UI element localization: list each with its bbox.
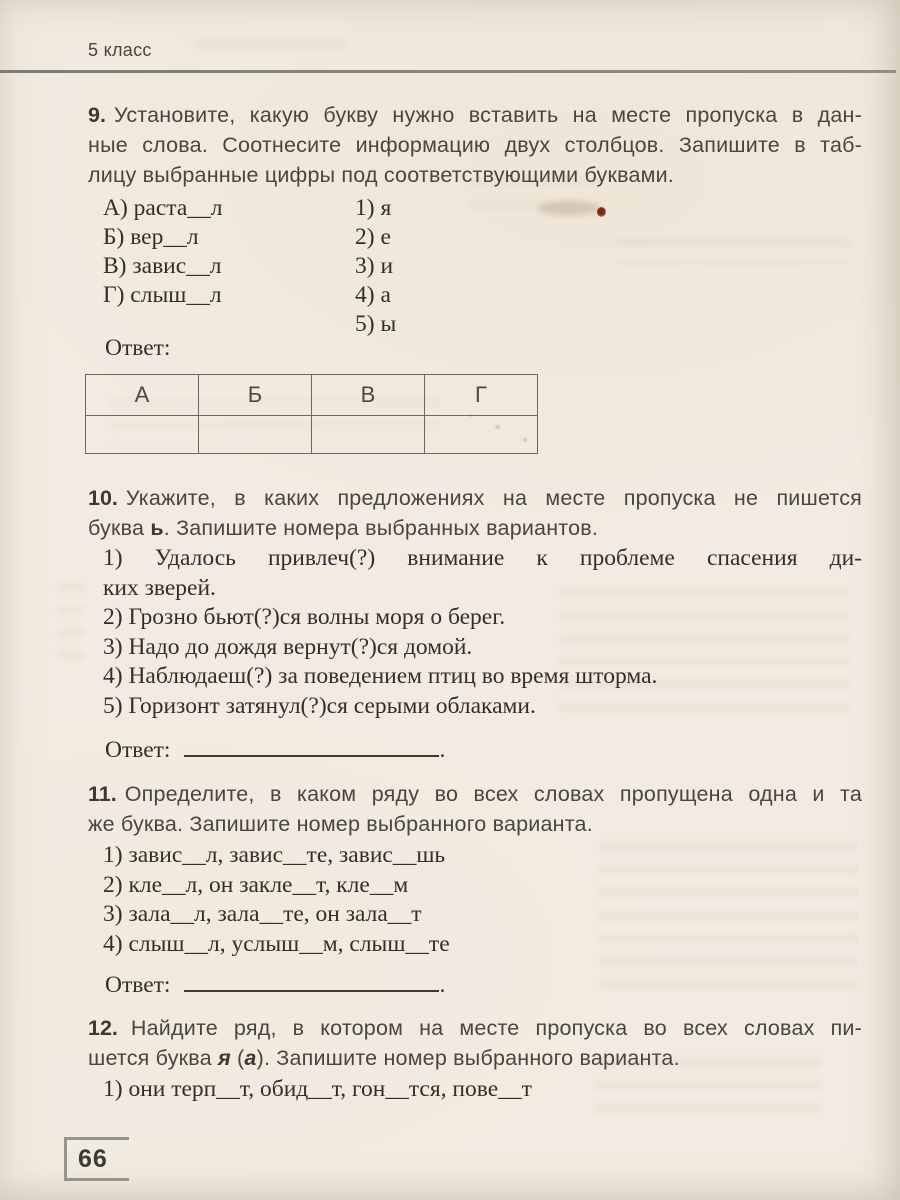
list-item: 3) Надо до дождя вернут(?)ся домой. xyxy=(103,633,473,660)
answer-line xyxy=(105,968,445,999)
table-header-cell: А xyxy=(86,375,199,416)
match-option: 5) ы xyxy=(355,311,397,337)
table-header-cell: Б xyxy=(199,375,312,416)
intro-line: же буква. Запишите номер выбранного варианта. xyxy=(88,812,593,836)
list-item: 5) Горизонт затянул(?)ся серыми облаками. xyxy=(103,692,536,719)
table-header-cell: Г xyxy=(425,375,538,416)
highlighted-letter: а xyxy=(244,1046,257,1070)
exercise-12-intro xyxy=(88,1013,862,1073)
highlighted-letter: я xyxy=(217,1046,231,1070)
list-item: 2) Грозно бьют(?)ся волны моря о берег. xyxy=(103,604,506,630)
match-option: 1) я xyxy=(355,195,392,221)
answer-label: Ответ: xyxy=(105,972,171,998)
answer-period: . xyxy=(439,737,446,763)
pencil-smudge xyxy=(538,201,600,216)
exercise-9-intro xyxy=(88,100,862,190)
match-option: 3) и xyxy=(355,253,394,279)
intro-line xyxy=(88,483,862,513)
list-item: 4) Наблюдаеш(?) за поведением птиц во время шторма. xyxy=(103,663,658,689)
match-option: 4) а xyxy=(355,282,391,308)
answer-blank xyxy=(184,733,439,757)
match-item: В) завис__л xyxy=(103,253,222,279)
intro-text: шется буква xyxy=(88,1046,218,1070)
table-header-cell: В xyxy=(312,375,425,416)
answer-table xyxy=(85,374,538,454)
match-right-column xyxy=(355,194,396,339)
exercise-number: 9. xyxy=(88,103,106,127)
exercise-10-items xyxy=(103,544,862,721)
answer-table-empty-row xyxy=(86,416,538,454)
bleed-through-smudge xyxy=(615,238,850,264)
exercise-number: 11. xyxy=(88,782,117,806)
highlighted-letter: ь xyxy=(150,516,164,540)
table-answer-cell xyxy=(425,416,538,454)
answer-table-header-row xyxy=(86,375,538,416)
page-number-box xyxy=(64,1137,129,1181)
intro-text: Укажите, в каких предложениях на месте пропуска не пишется xyxy=(125,486,862,510)
list-item: 1) Удалось привлеч(?) внимание к проблеме спасения ди- xyxy=(103,545,862,571)
intro-text: Установите, какую букву нужно вставить на месте пропуска в дан- xyxy=(113,103,862,127)
intro-text: Найдите ряд, в котором на месте пропуска во всех словах пи- xyxy=(130,1016,862,1040)
table-answer-cell xyxy=(199,416,312,454)
match-item: А) раста__л xyxy=(103,195,223,221)
intro-line xyxy=(88,513,862,543)
answer-label: Ответ: xyxy=(105,335,171,361)
intro-text: ). Запишите номер выбранного варианта. xyxy=(256,1046,680,1070)
match-item: Б) вер__л xyxy=(103,224,199,250)
intro-text: . Запишите номера выбранных вариантов. xyxy=(163,516,599,540)
exercise-11-intro xyxy=(88,779,862,839)
table-answer-cell xyxy=(86,416,199,454)
table-answer-cell xyxy=(312,416,425,454)
intro-line: лицу выбранные цифры под соответствующими буквами. xyxy=(88,163,674,187)
ink-dot xyxy=(597,207,606,217)
exercise-11-items xyxy=(103,841,862,959)
intro-text: ( xyxy=(230,1046,245,1070)
list-item: 3) зала__л, зала__те, он зала__т xyxy=(103,901,422,927)
list-item: 1) они терп__т, обид__т, гон__тся, пове__т xyxy=(103,1076,532,1102)
intro-line xyxy=(88,1013,862,1043)
intro-line xyxy=(88,1043,862,1073)
answer-line xyxy=(105,335,170,362)
match-option: 2) е xyxy=(355,224,391,250)
list-item: 2) кле__л, он закле__т, кле__м xyxy=(103,871,409,898)
answer-line xyxy=(105,733,445,764)
intro-line xyxy=(88,779,862,809)
answer-label: Ответ: xyxy=(105,737,171,763)
exercise-10-intro xyxy=(88,483,862,543)
list-item-continuation: ких зверей. xyxy=(103,574,216,601)
header-rule xyxy=(0,70,896,73)
match-left-column xyxy=(103,194,223,310)
exercise-number: 10. xyxy=(88,486,118,510)
intro-line: ные слова. Соотнесите информацию двух столбцов. Запишите в таб- xyxy=(88,133,862,157)
intro-text: Определите, в каком ряду во всех словах пропущена одна и та xyxy=(124,782,862,806)
running-head: 5 класс xyxy=(88,40,152,60)
list-item: 4) слыш__л, услыш__м, слыш__те xyxy=(103,930,450,957)
exercise-12-items xyxy=(103,1075,862,1105)
list-item: 1) завис__л, завис__те, завис__шь xyxy=(103,842,446,868)
exercise-number: 12. xyxy=(88,1016,118,1040)
page-number: 66 xyxy=(78,1144,108,1173)
intro-line xyxy=(88,100,862,130)
match-item: Г) слыш__л xyxy=(103,282,222,308)
intro-text: буква xyxy=(88,516,151,540)
answer-period: . xyxy=(439,972,446,998)
answer-blank xyxy=(184,968,439,992)
bleed-through-smudge xyxy=(195,40,345,62)
bleed-through-smudge xyxy=(58,582,84,670)
